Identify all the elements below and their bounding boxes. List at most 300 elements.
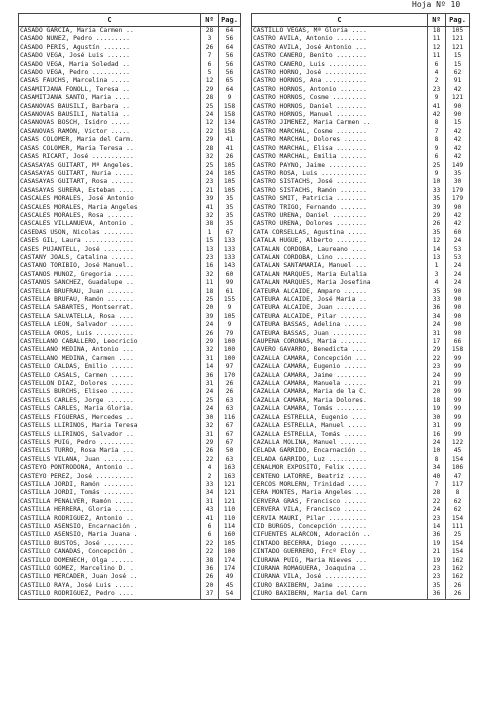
entry-page: 90 bbox=[446, 321, 470, 329]
index-row bbox=[19, 178, 241, 186]
entry-name: CASTELLS PUIG, Pedro ......... bbox=[19, 439, 201, 447]
index-row bbox=[19, 170, 241, 178]
entry-page: 160 bbox=[219, 531, 241, 539]
entry-name: CAZALLA CAMARA, Tomás ........ bbox=[252, 405, 428, 413]
entry-number: 35 bbox=[428, 582, 446, 590]
index-row bbox=[252, 590, 470, 599]
entry-number: 16 bbox=[428, 431, 446, 439]
entry-number: 24 bbox=[201, 321, 219, 329]
index-row bbox=[19, 153, 241, 161]
entry-name: CASTRO HORNOS, Cosme ......... bbox=[252, 94, 428, 102]
entry-page: 49 bbox=[219, 573, 241, 581]
entry-number: 21 bbox=[201, 187, 219, 195]
entry-page: 41 bbox=[219, 136, 241, 144]
entry-page: 133 bbox=[219, 246, 241, 254]
entry-page: 42 bbox=[446, 86, 470, 94]
entry-name: CASTELLA LEON, Salvador ...... bbox=[19, 321, 201, 329]
entry-page: 42 bbox=[446, 145, 470, 153]
entry-page: 162 bbox=[446, 565, 470, 573]
entry-name: CASTELLS CARLES, Maria Gloria. bbox=[19, 405, 201, 413]
index-row bbox=[252, 162, 470, 170]
entry-number: 36 bbox=[201, 565, 219, 573]
entry-page: 122 bbox=[446, 439, 470, 447]
entry-name: CASTILLO GOMEZ, Marcelino D. . bbox=[19, 565, 201, 573]
entry-page: 90 bbox=[446, 313, 470, 321]
index-row bbox=[19, 61, 241, 69]
index-row bbox=[252, 397, 470, 405]
index-row bbox=[19, 94, 241, 102]
index-row bbox=[19, 220, 241, 228]
index-row bbox=[252, 27, 470, 36]
entry-name: CASTILLO RAYA, José Luis ..... bbox=[19, 582, 201, 590]
index-row bbox=[19, 456, 241, 464]
entry-name: CERA MONTES, Maria Angeles ... bbox=[252, 489, 428, 497]
entry-page: 15 bbox=[446, 119, 470, 127]
entry-page: 99 bbox=[446, 405, 470, 413]
index-row bbox=[252, 338, 470, 346]
entry-name: CASASAYAS GUITART, Rosa ...... bbox=[19, 178, 201, 186]
entry-name: CASADO VEGA, Maria Soledad .. bbox=[19, 61, 201, 69]
index-row bbox=[252, 473, 470, 481]
entry-name: CAZALLA ESTRELLA, Eugenio .... bbox=[252, 414, 428, 422]
entry-page: 179 bbox=[446, 187, 470, 195]
entry-name: CASTAÑOS MUÑOZ, Gregoria ..... bbox=[19, 271, 201, 279]
index-row bbox=[252, 498, 470, 506]
index-row bbox=[19, 523, 241, 531]
index-row bbox=[19, 590, 241, 599]
index-row bbox=[252, 145, 470, 153]
entry-number: 25 bbox=[201, 103, 219, 111]
entry-name: CASTELLO CALDAS, Emilio ...... bbox=[19, 363, 201, 371]
index-row bbox=[252, 77, 470, 85]
entry-number: 2 bbox=[201, 473, 219, 481]
entry-page: 179 bbox=[446, 195, 470, 203]
entry-page: 64 bbox=[219, 27, 241, 36]
entry-page: 15 bbox=[446, 61, 470, 69]
right-index-table bbox=[251, 13, 470, 600]
entry-name: CASTELLS CARLES, Jorge ....... bbox=[19, 397, 201, 405]
index-row bbox=[252, 246, 470, 254]
entry-name: CERVERA GRAS, Francisco ...... bbox=[252, 498, 428, 506]
entry-page: 100 bbox=[219, 548, 241, 556]
entry-name: CENTENO LATORRE, Beatriz ..... bbox=[252, 473, 428, 481]
entry-page: 64 bbox=[219, 44, 241, 52]
entry-number: 41 bbox=[428, 103, 446, 111]
col-no-header: Nº bbox=[201, 14, 219, 27]
index-row bbox=[252, 346, 470, 354]
entry-page: 163 bbox=[219, 464, 241, 472]
index-row bbox=[252, 388, 470, 396]
index-row bbox=[252, 94, 470, 102]
index-row bbox=[252, 506, 470, 514]
index-row bbox=[19, 515, 241, 523]
entry-name: CID BURGOS, Concepción ....... bbox=[252, 523, 428, 531]
index-row bbox=[19, 531, 241, 539]
entry-number: 26 bbox=[201, 447, 219, 455]
entry-page: 143 bbox=[219, 262, 241, 270]
entry-page: 133 bbox=[219, 254, 241, 262]
entry-number: 7 bbox=[428, 128, 446, 136]
entry-name: CASADO PERIS, Agustín ....... bbox=[19, 44, 201, 52]
entry-number: 35 bbox=[428, 229, 446, 237]
entry-number: 25 bbox=[201, 397, 219, 405]
entry-page: 47 bbox=[446, 473, 470, 481]
entry-number: 31 bbox=[201, 355, 219, 363]
entry-number: 24 bbox=[428, 372, 446, 380]
entry-page: 97 bbox=[219, 363, 241, 371]
entry-name: CATEURA ALCAIDE, Pilar ....... bbox=[252, 313, 428, 321]
index-row bbox=[252, 414, 470, 422]
entry-number: 7 bbox=[428, 481, 446, 489]
index-row bbox=[252, 372, 470, 380]
index-row bbox=[19, 464, 241, 472]
index-row bbox=[19, 388, 241, 396]
entry-page: 100 bbox=[219, 355, 241, 363]
index-row bbox=[19, 229, 241, 237]
entry-number: 36 bbox=[428, 304, 446, 312]
index-row bbox=[252, 422, 470, 430]
entry-number: 19 bbox=[428, 557, 446, 565]
entry-number: 43 bbox=[201, 506, 219, 514]
entry-name: CAZALLA CAMARA, Maria Dolores. bbox=[252, 397, 428, 405]
entry-name: CASTELLA SABARTES, Montserrat. bbox=[19, 304, 201, 312]
entry-name: CASANOVAS BOSCH, Isidro ..... bbox=[19, 119, 201, 127]
entry-page: 64 bbox=[219, 86, 241, 94]
entry-name: CASTELLO CASALS, Carmen ...... bbox=[19, 372, 201, 380]
entry-number: 23 bbox=[201, 254, 219, 262]
entry-name: CASAS RICART, José ........... bbox=[19, 153, 201, 161]
entry-name: CASADO NUÑEZ, Pedro ......... bbox=[19, 35, 201, 43]
index-row bbox=[19, 372, 241, 380]
index-row bbox=[252, 380, 470, 388]
left-index-table bbox=[18, 13, 241, 600]
index-row bbox=[252, 153, 470, 161]
entry-page: 158 bbox=[219, 103, 241, 111]
entry-name: CASADO VEGA, Pedro .......... bbox=[19, 69, 201, 77]
entry-name: CAZALLA ESTRELLA, Manuel ..... bbox=[252, 422, 428, 430]
entry-page: 56 bbox=[219, 52, 241, 60]
entry-page: 42 bbox=[446, 220, 470, 228]
entry-number: 25 bbox=[201, 296, 219, 304]
entry-page: 162 bbox=[446, 573, 470, 581]
entry-page: 90 bbox=[446, 111, 470, 119]
entry-number: 11 bbox=[428, 52, 446, 60]
entry-number: 28 bbox=[201, 94, 219, 102]
entry-number: 22 bbox=[428, 498, 446, 506]
entry-number: 33 bbox=[428, 296, 446, 304]
entry-number: 5 bbox=[201, 69, 219, 77]
entry-page: 106 bbox=[446, 464, 470, 472]
entry-name: CASAMITJANA FONOLL, Teresa .. bbox=[19, 86, 201, 94]
index-row bbox=[252, 128, 470, 136]
entry-page: 121 bbox=[219, 481, 241, 489]
entry-number: 41 bbox=[201, 204, 219, 212]
entry-page: 26 bbox=[446, 582, 470, 590]
index-row bbox=[19, 288, 241, 296]
entry-name: CASTRO HORNOS, Daniel ........ bbox=[252, 103, 428, 111]
entry-page: 117 bbox=[446, 481, 470, 489]
index-row bbox=[19, 557, 241, 565]
entry-number: 25 bbox=[428, 162, 446, 170]
entry-number: 23 bbox=[428, 565, 446, 573]
index-row bbox=[19, 69, 241, 77]
entry-name: CASTILLO VEGAS, Mª Gloria .... bbox=[252, 27, 428, 36]
index-row bbox=[19, 405, 241, 413]
entry-page: 105 bbox=[219, 178, 241, 186]
index-row bbox=[19, 380, 241, 388]
entry-number: 6 bbox=[428, 153, 446, 161]
entry-page: 158 bbox=[219, 128, 241, 136]
entry-page: 99 bbox=[446, 422, 470, 430]
entry-name: CATEURA BASSAS, Adelina ...... bbox=[252, 321, 428, 329]
entry-page: 24 bbox=[446, 262, 470, 270]
entry-number: 31 bbox=[201, 498, 219, 506]
entry-number: 6 bbox=[201, 523, 219, 531]
entry-name: CASASAYAS GUITART, Nuria ..... bbox=[19, 170, 201, 178]
right-header-row bbox=[252, 14, 470, 27]
entry-name: CASCALES MORALES, Rosa ....... bbox=[19, 212, 201, 220]
entry-name: CASCALES MORALES, José Antonio bbox=[19, 195, 201, 203]
entry-page: 42 bbox=[446, 128, 470, 136]
entry-name: CASTILLO DOMENECH, Olga ...... bbox=[19, 557, 201, 565]
entry-number: 19 bbox=[428, 540, 446, 548]
index-row bbox=[19, 582, 241, 590]
entry-page: 41 bbox=[219, 145, 241, 153]
entry-page: 134 bbox=[219, 119, 241, 127]
entry-name: CASTILLO MERCADER, Juan José .. bbox=[19, 573, 201, 581]
entry-page: 42 bbox=[446, 212, 470, 220]
entry-name: CASANOVAS RAMON, Victor ..... bbox=[19, 128, 201, 136]
entry-number: 18 bbox=[201, 288, 219, 296]
entry-page: 9 bbox=[219, 94, 241, 102]
index-row bbox=[19, 187, 241, 195]
index-row bbox=[19, 271, 241, 279]
entry-page: 99 bbox=[446, 355, 470, 363]
entry-number: 1 bbox=[201, 229, 219, 237]
entry-name: CASTRO HORNOS, Manuel ........ bbox=[252, 111, 428, 119]
entry-page: 24 bbox=[446, 237, 470, 245]
entry-name: CATEURA ALCAIDE, Juan ........ bbox=[252, 304, 428, 312]
entry-number: 32 bbox=[201, 271, 219, 279]
entry-page: 110 bbox=[219, 515, 241, 523]
index-row bbox=[252, 35, 470, 43]
index-row bbox=[252, 262, 470, 270]
entry-name: CENALMOR EXPOSITO, Felix ..... bbox=[252, 464, 428, 472]
index-row bbox=[252, 69, 470, 77]
entry-name: CAZALLA CAMARA, Concepción ... bbox=[252, 355, 428, 363]
entry-page: 154 bbox=[446, 515, 470, 523]
entry-number: 39 bbox=[201, 313, 219, 321]
entry-page: 35 bbox=[219, 212, 241, 220]
entry-page: 67 bbox=[219, 229, 241, 237]
entry-name: CASAMITJANA SANTO, Maria .... bbox=[19, 94, 201, 102]
entry-name: CERVIA MAURI, Pilar .......... bbox=[252, 515, 428, 523]
entry-page: 60 bbox=[219, 271, 241, 279]
index-row bbox=[252, 44, 470, 52]
entry-name: CASTRO MARCHAL, Dolores ...... bbox=[252, 136, 428, 144]
index-row bbox=[252, 61, 470, 69]
entry-number: 11 bbox=[201, 279, 219, 287]
entry-number: 23 bbox=[201, 178, 219, 186]
index-row bbox=[19, 422, 241, 430]
entry-name: CAZALLA CAMARA, Manuela ...... bbox=[252, 380, 428, 388]
index-row bbox=[252, 296, 470, 304]
col-pag-header: Pag. bbox=[219, 14, 241, 27]
entry-page: 99 bbox=[446, 363, 470, 371]
entry-number: 34 bbox=[428, 464, 446, 472]
entry-number: 38 bbox=[201, 220, 219, 228]
right-index-body bbox=[252, 27, 470, 600]
entry-number: 22 bbox=[201, 540, 219, 548]
entry-page: 26 bbox=[219, 388, 241, 396]
entry-name: CIURANA VILA, José ........... bbox=[252, 573, 428, 581]
entry-name: CASTILLO RODRIGUEZ, Pedro .... bbox=[19, 590, 201, 599]
entry-name: CASTRO HORNO, José ........... bbox=[252, 69, 428, 77]
entry-name: CASTRO HORNOS, Antonio ....... bbox=[252, 86, 428, 94]
entry-number: 34 bbox=[428, 313, 446, 321]
entry-number: 13 bbox=[201, 246, 219, 254]
index-row bbox=[19, 77, 241, 85]
index-row bbox=[19, 44, 241, 52]
sheet-label: Hoja Nº 10 bbox=[412, 0, 461, 9]
index-row bbox=[19, 304, 241, 312]
entry-name: CATA CORSELLAS, Agustina ..... bbox=[252, 229, 428, 237]
entry-number: 23 bbox=[428, 515, 446, 523]
entry-name: CASTILLO BUSTOS, José ........ bbox=[19, 540, 201, 548]
entry-name: CAUPENA CORONAS, Maria ....... bbox=[252, 338, 428, 346]
entry-number: 23 bbox=[428, 86, 446, 94]
entry-number: 26 bbox=[428, 220, 446, 228]
entry-number: 39 bbox=[428, 204, 446, 212]
entry-name: CASTRO UREÑA, Daniel ......... bbox=[252, 212, 428, 220]
entry-page: 62 bbox=[446, 498, 470, 506]
entry-number: 8 bbox=[428, 136, 446, 144]
entry-number: 21 bbox=[428, 548, 446, 556]
entry-number: 29 bbox=[201, 136, 219, 144]
entry-number: 7 bbox=[201, 52, 219, 60]
entry-name: CASTELLS FIGUERAS, Mercedes .. bbox=[19, 414, 201, 422]
index-row bbox=[252, 405, 470, 413]
index-row bbox=[19, 296, 241, 304]
entry-page: 99 bbox=[446, 372, 470, 380]
index-row bbox=[19, 338, 241, 346]
index-row bbox=[19, 254, 241, 262]
entry-name: CASTELLA OROS, Luis .......... bbox=[19, 330, 201, 338]
index-row bbox=[252, 573, 470, 581]
entry-number: 35 bbox=[428, 195, 446, 203]
index-row bbox=[19, 35, 241, 43]
entry-name: CASTILLA RODRIGUEZ, Antonio .. bbox=[19, 515, 201, 523]
entry-name: CIFUENTES ALARCON, Adoración .. bbox=[252, 531, 428, 539]
entry-number: 16 bbox=[201, 262, 219, 270]
index-row bbox=[19, 212, 241, 220]
entry-page: 90 bbox=[446, 103, 470, 111]
entry-number: 6 bbox=[201, 61, 219, 69]
entry-name: CASES GIL, Laura ............. bbox=[19, 237, 201, 245]
entry-page: 50 bbox=[219, 447, 241, 455]
entry-name: CASTRO HORNOS, Ana ........... bbox=[252, 77, 428, 85]
entry-page: 24 bbox=[446, 271, 470, 279]
entry-name: CASTELLA SALVATELLA, Rosa .... bbox=[19, 313, 201, 321]
index-row bbox=[252, 489, 470, 497]
index-row bbox=[252, 119, 470, 127]
index-row bbox=[19, 565, 241, 573]
index-row bbox=[252, 103, 470, 111]
entry-number: 11 bbox=[428, 35, 446, 43]
entry-number: 42 bbox=[428, 111, 446, 119]
index-row bbox=[19, 128, 241, 136]
index-row bbox=[19, 439, 241, 447]
entry-name: CATALAN CORDOBA, Laureano .... bbox=[252, 246, 428, 254]
col-name-header: C bbox=[19, 14, 201, 27]
entry-number: 31 bbox=[428, 422, 446, 430]
entry-page: 67 bbox=[219, 422, 241, 430]
index-row bbox=[19, 237, 241, 245]
entry-page: 174 bbox=[219, 557, 241, 565]
entry-name: CASTILLA JORDI, Ramón ........ bbox=[19, 481, 201, 489]
index-row bbox=[19, 473, 241, 481]
entry-name: CASTRO ROSA, Luis ............ bbox=[252, 170, 428, 178]
entry-page: 56 bbox=[219, 61, 241, 69]
index-row bbox=[19, 111, 241, 119]
index-row bbox=[19, 447, 241, 455]
entry-name: CASASAYAS GUITART, Mª Angeles. bbox=[19, 162, 201, 170]
entry-name: CASTILLO ASENSIO, Maria Juana . bbox=[19, 531, 201, 539]
col-pag-header: Pag. bbox=[446, 14, 470, 27]
entry-number: 26 bbox=[201, 44, 219, 52]
index-row bbox=[252, 321, 470, 329]
entry-page: 35 bbox=[219, 220, 241, 228]
entry-name: CATALAN MARQUES, Maria Eulalia bbox=[252, 271, 428, 279]
index-row bbox=[252, 582, 470, 590]
entry-page: 105 bbox=[219, 313, 241, 321]
index-row bbox=[252, 52, 470, 60]
entry-name: CATEURA BASSAS, Juan ......... bbox=[252, 330, 428, 338]
entry-page: 53 bbox=[446, 246, 470, 254]
entry-number: 4 bbox=[201, 464, 219, 472]
entry-number: 22 bbox=[201, 128, 219, 136]
entry-number: 25 bbox=[201, 162, 219, 170]
entry-name: CASTELLA BRUFAU, Ramón ....... bbox=[19, 296, 201, 304]
index-row bbox=[252, 363, 470, 371]
entry-number: 26 bbox=[201, 330, 219, 338]
entry-page: 65 bbox=[219, 77, 241, 85]
entry-number: 23 bbox=[428, 573, 446, 581]
entry-name: CATEURA ALCAIDE, Amparo ...... bbox=[252, 288, 428, 296]
entry-page: 45 bbox=[446, 447, 470, 455]
entry-page: 121 bbox=[219, 498, 241, 506]
entry-number: 32 bbox=[201, 346, 219, 354]
index-row bbox=[252, 136, 470, 144]
entry-name: CASCALES VILLANUEVA, Antonio . bbox=[19, 220, 201, 228]
index-row bbox=[252, 187, 470, 195]
entry-number: 29 bbox=[428, 346, 446, 354]
entry-number: 28 bbox=[428, 489, 446, 497]
entry-number: 32 bbox=[201, 422, 219, 430]
entry-page: 15 bbox=[446, 52, 470, 60]
index-row bbox=[19, 321, 241, 329]
entry-page: 91 bbox=[446, 77, 470, 85]
entry-name: CASTELLANO MEDINA, Carmen .... bbox=[19, 355, 201, 363]
entry-number: 24 bbox=[201, 388, 219, 396]
entry-name: CASAS COLOMER, Maria del Carm. bbox=[19, 136, 201, 144]
entry-number: 24 bbox=[201, 170, 219, 178]
left-header-row bbox=[19, 14, 241, 27]
entry-page: 111 bbox=[446, 523, 470, 531]
entry-page: 158 bbox=[219, 111, 241, 119]
entry-page: 54 bbox=[219, 590, 241, 599]
entry-name: CAZALLA CAMARA, Eugenio ...... bbox=[252, 363, 428, 371]
